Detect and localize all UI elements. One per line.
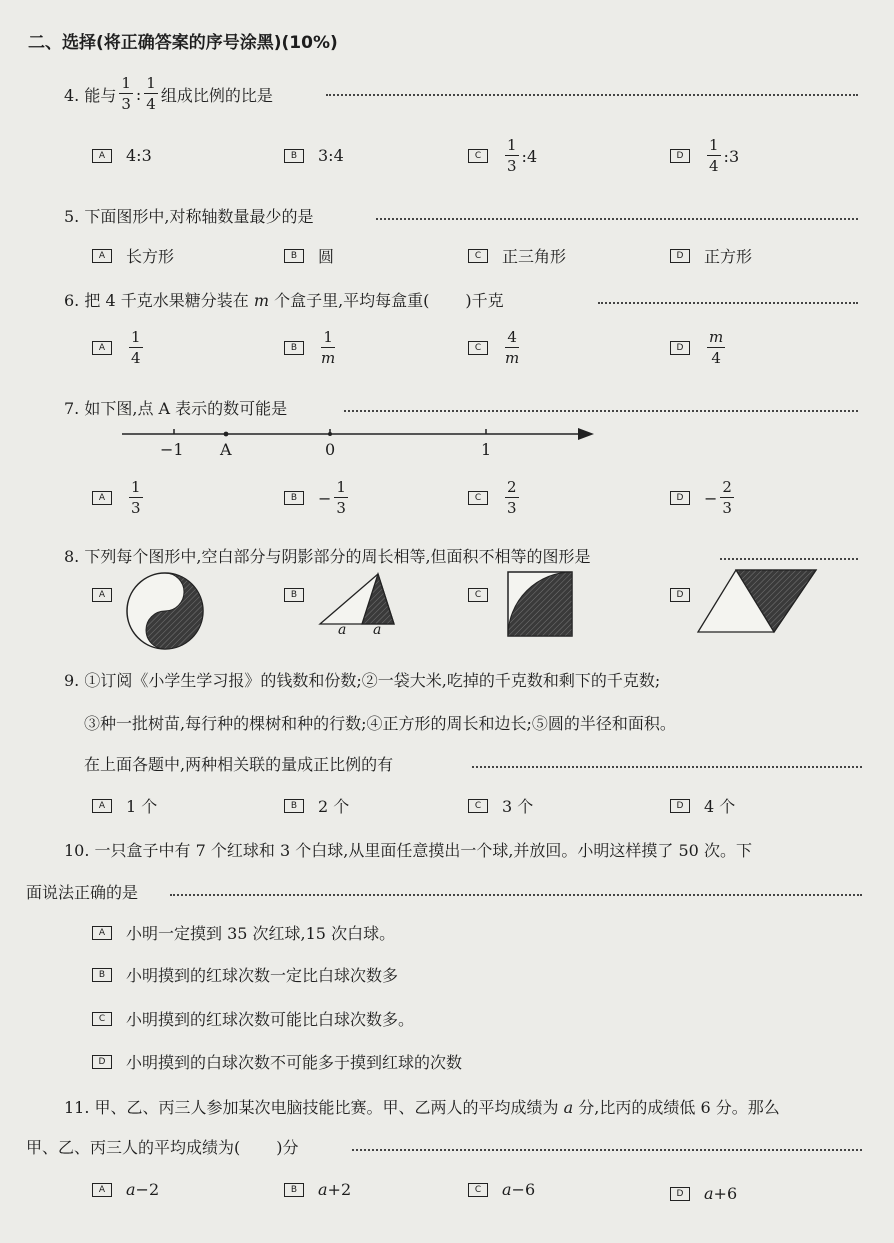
question-6: 6. 把 4 千克水果糖分装在 m 个盒子里,平均每盒重( )千克 <box>64 291 504 310</box>
q6-option-b[interactable]: B $\frac{1}{m}$ <box>284 330 338 366</box>
q5-option-c[interactable]: C 正三角形 <box>468 244 566 267</box>
q10-answer-dots <box>170 894 862 896</box>
q11-option-a[interactable]: A a −2 <box>92 1180 159 1199</box>
question-9-line1: 9. ①订阅《小学生学习报》的钱数和份数;②一袋大米,吃掉的千克数和剩下的千克数; <box>64 671 661 690</box>
q9-answer-dots <box>472 766 862 768</box>
q6-option-c[interactable]: C $\frac{4}{m}$ <box>468 330 522 366</box>
dot-zero <box>328 432 332 436</box>
q6-answer-dots <box>598 302 858 304</box>
label-neg1: −1 <box>160 440 184 459</box>
q9-option-d[interactable]: D 4 个 <box>670 794 735 817</box>
question-9-line3: 在上面各题中,两种相关联的量成正比例的有 <box>84 755 394 774</box>
label-one: 1 <box>481 440 492 459</box>
q11-option-d[interactable]: D a +6 <box>670 1184 737 1203</box>
question-4 <box>64 76 273 112</box>
q5-option-b[interactable]: B 圆 <box>284 244 334 267</box>
q6-option-a[interactable]: A $\frac{1}{4}$ <box>92 330 146 366</box>
q9-option-c[interactable]: C 3 个 <box>468 794 533 817</box>
q6-option-d[interactable]: D $\frac{m}{4}$ <box>670 330 728 366</box>
label-a-1: a <box>338 622 347 638</box>
triangle-figure <box>316 570 400 628</box>
q4-option-d[interactable]: D $\frac{1}{4}$ :3 <box>670 138 739 174</box>
q5-option-a[interactable]: A 长方形 <box>92 244 174 267</box>
q5-option-d[interactable]: D 正方形 <box>670 244 752 267</box>
q8-answer-dots <box>720 558 858 560</box>
q8-option-b[interactable]: B <box>284 588 318 602</box>
label-zero: 0 <box>325 440 336 459</box>
q8-option-d[interactable]: D <box>670 588 704 602</box>
q8-option-c[interactable]: C <box>468 588 502 602</box>
q4-option-c[interactable]: C $\frac{1}{3}$ :4 <box>468 138 537 174</box>
question-7: 7. 如下图,点 A 表示的数可能是 <box>64 399 288 418</box>
q7-option-b[interactable]: B − $\frac{1}{3}$ <box>284 480 351 516</box>
q9-option-a[interactable]: A 1 个 <box>92 794 157 817</box>
number-line-arrow-icon <box>578 428 594 440</box>
q4-colon: : <box>135 84 142 104</box>
q7-option-a[interactable]: A $\frac{1}{3}$ <box>92 480 146 516</box>
label-a: A <box>220 440 232 459</box>
q5-answer-dots <box>376 218 858 220</box>
yin-yang-figure <box>124 570 206 652</box>
q11-option-b[interactable]: B a +2 <box>284 1180 351 1199</box>
q10-option-d[interactable]: D 小明摸到的白球次数不可能多于摸到红球的次数 <box>92 1050 462 1073</box>
q4-prefix: 4. 能与 <box>64 85 117 105</box>
q7-answer-dots <box>344 410 858 412</box>
q4-fraction-2: $\frac{1}{4}$ <box>146 74 156 113</box>
q4-suffix: 组成比例的比是 <box>160 85 273 105</box>
q10-option-c[interactable]: C 小明摸到的红球次数可能比白球次数多。 <box>92 1007 414 1030</box>
q7-option-c[interactable]: C $\frac{2}{3}$ <box>468 480 522 516</box>
question-11-line2: 甲、乙、丙三人的平均成绩为( )分 <box>26 1138 299 1157</box>
q7-option-d[interactable]: D − $\frac{2}{3}$ <box>670 480 737 516</box>
question-10-line1: 10. 一只盒子中有 7 个红球和 3 个白球,从里面任意摸出一个球,并放回。小明这样摸了 50 次。下 <box>64 841 752 860</box>
number-line <box>118 424 598 464</box>
q10-option-a[interactable]: A 小明一定摸到 35 次红球,15 次白球。 <box>92 921 395 944</box>
q4-option-a[interactable]: A 4:3 <box>92 146 152 165</box>
q11-answer-dots <box>352 1149 862 1151</box>
q9-option-b[interactable]: B 2 个 <box>284 794 349 817</box>
q8-option-a[interactable]: A <box>92 588 126 602</box>
label-a-2: a <box>373 622 382 638</box>
quarter-circle-figure <box>506 570 574 638</box>
question-5: 5. 下面图形中,对称轴数量最少的是 <box>64 207 314 226</box>
parallelogram-figure <box>696 568 820 636</box>
section-title: 二、选择(将正确答案的序号涂黑)(10%) <box>28 33 338 53</box>
q11-option-c[interactable]: C a −6 <box>468 1180 535 1199</box>
question-10-line2: 面说法正确的是 <box>26 883 139 902</box>
question-11-line1: 11. 甲、乙、丙三人参加某次电脑技能比赛。甲、乙两人的平均成绩为 a 分,比丙的成绩低 6 分。那么 <box>64 1098 780 1117</box>
q4-fraction-1: $\frac{1}{3}$ <box>121 74 131 113</box>
point-a <box>224 432 229 437</box>
q10-option-b[interactable]: B 小明摸到的红球次数一定比白球次数多 <box>92 963 398 986</box>
q4-option-b[interactable]: B 3:4 <box>284 146 344 165</box>
q4-answer-dots <box>326 94 858 96</box>
question-9-line2: ③种一批树苗,每行种的棵树和种的行数;④正方形的周长和边长;⑤圆的半径和面积。 <box>84 714 676 733</box>
question-8: 8. 下列每个图形中,空白部分与阴影部分的周长相等,但面积不相等的图形是 <box>64 547 591 566</box>
